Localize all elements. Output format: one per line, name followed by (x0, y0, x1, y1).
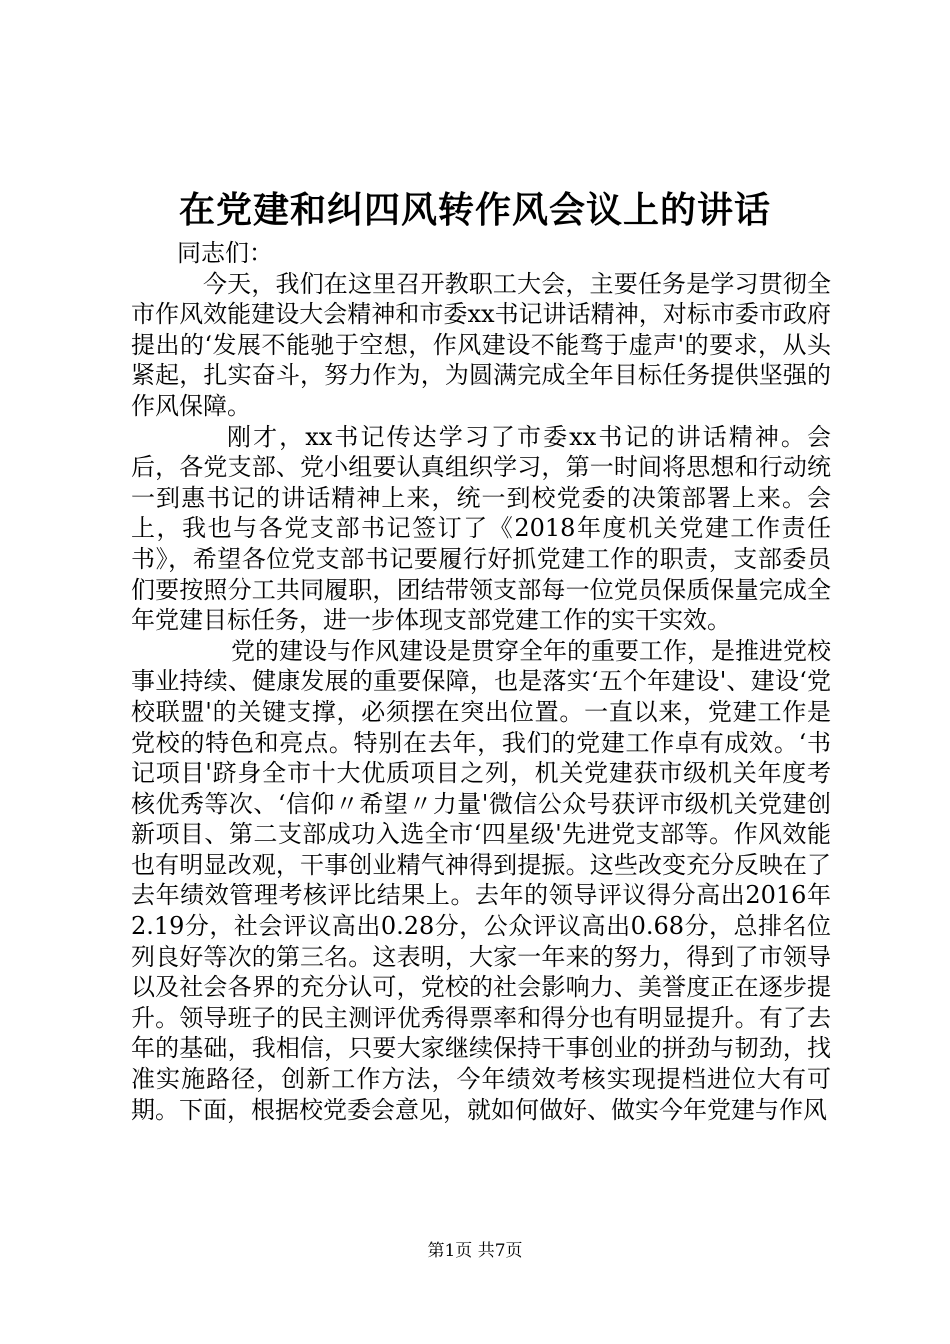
salutation: 同志们： (177, 239, 273, 267)
paragraph-2: 刚才，xx书记传达学习了市委xx书记的讲话精神。会后，各党支部、党小组要认真组织学习，第一时间将思想和行动统一到惠书记的讲话精神上来，统一到校党委的决策部署上来。会上，我也与各党支部书记签订了《2018年度机关党建工作责任书》，希望各位党支部书记要履行好抓党建工作的职责，支部委员们要按照分工共同履职，团结带领支部每一位党员保质保量完成全年党建目标任务，进一步体现支部党建工作的实干实效。 (131, 422, 831, 635)
page-number-footer: 第1页 共7页 (427, 1241, 523, 1261)
paragraph-3: 党的建设与作风建设是贯穿全年的重要工作，是推进党校事业持续、健康发展的重要保障，也是落实‘五个年建设'、建设‘党校联盟'的关键支撑，必须摆在突出位置。一直以来，党建工作是党校的特色和亮点。特别在去年，我们的党建工作卓有成效。‘书记项目'跻身全市十大优质项目之列，机关党建获市级机关年度考核优秀等次、‘信仰〃希望〃力量'微信公众号获评市级机关党建创新项目、第二支部成功入选全市‘四星级'先进党支部等。作风效能也有明显改观，干事创业精气神得到提振。这些改变充分反映在了去年绩效管理考核评比结果上。去年的领导评议得分高出2016年2.19分，社会评议高出0.28分，公众评议高出0.68分，总排名位列良好等次的第三名。这表明，大家一年来的努力，得到了市领导以及社会各界的充分认可，党校的社会影响力、美誉度正在逐步提升。领导班子的民主测评优秀得票率和得分也有明显提升。有了去年的基础，我相信，只要大家继续保持干事创业的拼劲与韧劲，找准实施路径，创新工作方法，今年绩效考核实现提档进位大有可期。下面，根据校党委会意见，就如何做好、做实今年党建与作风 (131, 636, 831, 1124)
document-title: 在党建和纠四风转作风会议上的讲话 (178, 189, 771, 231)
document-body (131, 238, 831, 1125)
paragraph-1: 今天，我们在这里召开教职工大会，主要任务是学习贯彻全市作风效能建设大会精神和市委xx书记讲话精神，对标市委市政府提出的‘发展不能驰于空想，作风建设不能骛于虚声'的要求，从头紧起，扎实奋斗，努力作为，为圆满完成全年目标任务提供坚强的作风保障。 (131, 269, 831, 420)
